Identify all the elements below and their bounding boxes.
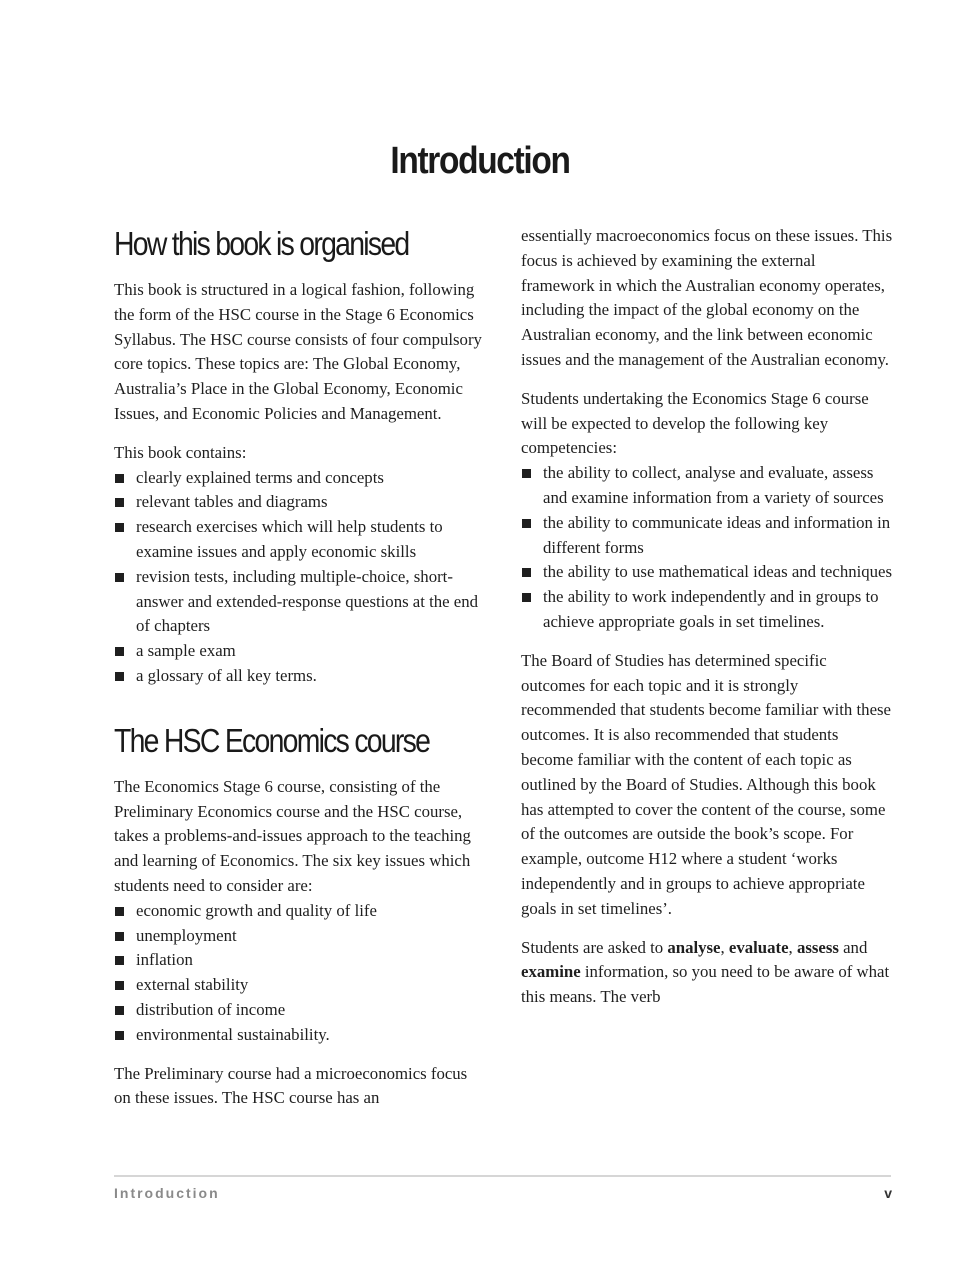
paragraph: This book is structured in a logical fashion, following the form of the HSC course in the Stage 6 Economics Syllabus. The HSC course consists of four compulsory core topics. These topics are: The Global Economy, Australia’s Place in the Global Economy, Economic Issues, and Economic Policies and Management. — [114, 280, 482, 423]
paragraph: The Board of Studies has determined specific outcomes for each topic and it is strongly recommended that students become familiar with these outcomes. It is also recommended that students become familiar with the content of each topic as outlined by the Board of Studies. Although this book has attempted to cover the content of the course, some of the outcomes are outside the book’s scope. For example, outcome H12 where a student ‘works independently and in groups to achieve appropriate goals in set timelines’. — [521, 650, 891, 918]
section-heading-course: The HSC Economics course — [114, 721, 430, 759]
list-item: a glossary of all key terms. — [114, 664, 486, 689]
square-bullet-icon — [522, 593, 531, 602]
left-column — [114, 222, 486, 1111]
paragraph: The Preliminary course had a microeconomics focus on these issues. The HSC course has an — [114, 1063, 468, 1108]
square-bullet-icon — [115, 956, 124, 965]
list-item: environmental sustainability. — [114, 1023, 486, 1048]
list-item: economic growth and quality of life — [114, 899, 486, 924]
square-bullet-icon — [115, 672, 124, 681]
page-title: Introduction — [390, 140, 570, 182]
contents-list — [114, 466, 486, 689]
square-bullet-icon — [115, 1031, 124, 1040]
square-bullet-icon — [115, 523, 124, 532]
square-bullet-icon — [115, 1006, 124, 1015]
key-issues-list — [114, 899, 486, 1048]
list-item: inflation — [114, 948, 486, 973]
square-bullet-icon — [115, 932, 124, 941]
square-bullet-icon — [522, 519, 531, 528]
list-item: clearly explained terms and concepts — [114, 466, 486, 491]
page-number: v — [884, 1185, 892, 1201]
competencies-list — [521, 461, 893, 635]
list-item: research exercises which will help students to examine issues and apply economic skills — [114, 515, 486, 565]
paragraph: Students undertaking the Economics Stage 6 course will be expected to develop the following key competencies: — [521, 388, 869, 458]
paragraph: The Economics Stage 6 course, consisting of the Preliminary Economics course and the HSC course, takes a problems-and-issues approach to the teaching and learning of Economics. The six key issues which students need to consider are: — [114, 776, 471, 895]
square-bullet-icon — [115, 573, 124, 582]
square-bullet-icon — [522, 568, 531, 577]
paragraph: Students are asked to analyse, evaluate, assess and examine information, so you need to be aware of what this means. The verb — [521, 937, 890, 1007]
list-item: relevant tables and diagrams — [114, 490, 486, 515]
list-item: the ability to use mathematical ideas and techniques — [521, 560, 893, 585]
square-bullet-icon — [522, 469, 531, 478]
footer-divider — [114, 1175, 891, 1177]
list-item: distribution of income — [114, 998, 486, 1023]
list-item: revision tests, including multiple-choice, short-answer and extended-response questions at the end of chapters — [114, 565, 486, 639]
list-item: the ability to work independently and in groups to achieve appropriate goals in set timelines. — [521, 585, 893, 635]
right-column — [521, 224, 893, 1010]
list-item: the ability to communicate ideas and information in different forms — [521, 511, 893, 561]
section-heading-organised: How this book is organised — [114, 225, 409, 262]
list-item: external stability — [114, 973, 486, 998]
paragraph: essentially macroeconomics focus on these issues. This focus is achieved by examining the external framework in which the Australian economy operates, including the impact of the global economy on the Australian economy, and the link between economic issues and the management of the Australian economy. — [521, 226, 893, 369]
square-bullet-icon — [115, 498, 124, 507]
footer-section-label: Introduction — [114, 1185, 220, 1201]
paragraph: This book contains: — [114, 442, 247, 462]
square-bullet-icon — [115, 981, 124, 990]
square-bullet-icon — [115, 907, 124, 916]
list-item: a sample exam — [114, 639, 486, 664]
square-bullet-icon — [115, 474, 124, 483]
list-item: the ability to collect, analyse and evaluate, assess and examine information from a variety of sources — [521, 461, 893, 511]
square-bullet-icon — [115, 647, 124, 656]
list-item: unemployment — [114, 924, 486, 949]
